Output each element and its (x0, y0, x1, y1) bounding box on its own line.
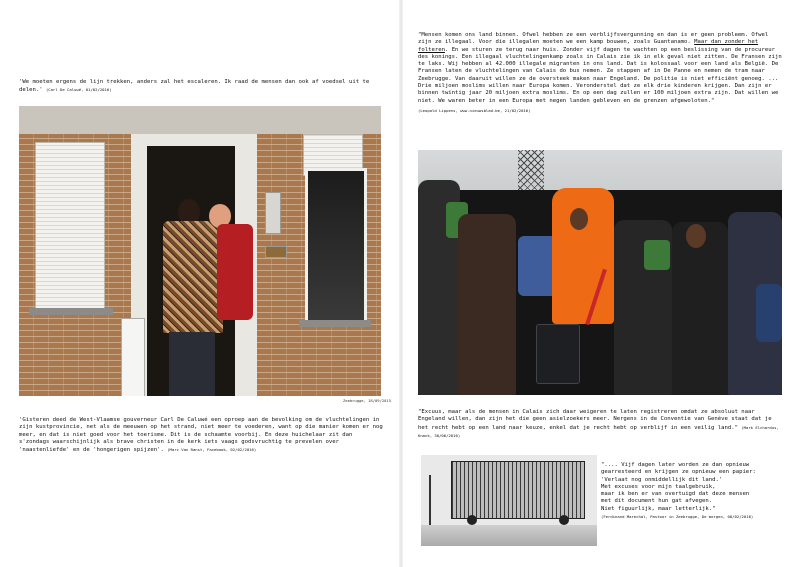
trailer-cargo (451, 461, 585, 519)
green-face-scarf (644, 240, 670, 270)
left-top-quote-source: (Carl De Caluwé, 01/02/2016) (45, 87, 112, 93)
ground (421, 525, 597, 546)
man-plaid-shirt (163, 221, 223, 333)
blue-jacket (756, 284, 782, 342)
doorway-embrace-photo (19, 106, 381, 396)
letterbox-plate (265, 246, 287, 258)
left-top-quote (19, 79, 383, 95)
roller-shutter (35, 142, 105, 310)
window-sill-left (29, 308, 113, 315)
utility-meter-box (121, 318, 145, 396)
window-sill-right (299, 320, 371, 327)
left-bottom-quote-source: (Marc Van Ranst, Facebook, 02/02/2016) (167, 447, 257, 453)
right-top-quote-rest: . En we sturen ze terug naar huis. Zonder vijf dagen te wachten op een beslissing van de procureur des konings. Een illegaal vluchtelingenkamp zoals in Calais zie ik in elk geval niet zitten. De Fransen zijn te laks. Wij hebben al 42.000 illegale migranten in ons land. Dat is kolossaal voor een land als België. De Fransen laten de vluchtelingen van Calais do bus nemen. Ze stappen af in De Panne en nemen de tram naar Zeebrugge. Van daaruit willen ze de oversteek maken naar Engeland. De politie is niet efficiënt genoeg. ... Drie miljoen moslims willen naar Europa komen. Veronderstel dat ze elk drie kinderen krijgen. Dan zijn er binnen twintig jaar 20 miljoen extra moslims. En op een dag zullen er 100 miljoen extra zijn. Dat willen we niet. We waren beter in een Europa met negen landen gebleven en de grenzen afgewoloten." (418, 46, 782, 104)
left-photo-caption: Zeebrugge, 18/09/2015 (343, 398, 392, 403)
trailer-wheel (467, 515, 477, 525)
man-jeans (169, 332, 215, 396)
right-top-quote-lead: "Mensen komen ons land binnen. Ofwel hebben ze een verblijfsvergunning en dan is er geen probleem. Ofwel zijn ze illegaal. Voor die illegalen moeten we een kamp bouwen, zoals Guantanamo. (418, 32, 769, 46)
right-small-quote (601, 462, 791, 520)
window-right (305, 168, 367, 326)
small-quote-line: 'Verlaat nog onmiddellijk dit land.' (601, 476, 723, 483)
small-quote-line: met dit document hun gat afvegen. (601, 498, 713, 505)
calais-crowd-photo (418, 150, 782, 395)
small-quote-line: Met excuses voor mijn taalgebruik, (601, 483, 716, 490)
roof-overhang (19, 106, 381, 134)
person-right (672, 222, 728, 395)
orange-hoodie-face (570, 208, 588, 230)
right-middle-quote-source: (Mark Elchardus, Knack, 30/06/2016) (418, 424, 779, 438)
right-middle-quote (418, 409, 784, 440)
page-gutter (399, 0, 403, 567)
small-quote-source: (Ferdinand Marechal, Pastoor in Zeebrugge, De morgen, 08/02/2016) (601, 514, 754, 520)
rolling-suitcase (536, 324, 580, 384)
left-bottom-quote (19, 417, 383, 454)
woman-red-top (217, 224, 253, 320)
left-top-quote-text: 'We moeten ergens de lijn trekken, anders zal het escaleren. Ik raad de mensen dan ook af voedsel uit te delen.' (19, 79, 370, 94)
intercom-panel (265, 192, 281, 234)
right-top-quote-underlined: Maar dan zonder het folteren (418, 39, 759, 53)
left-bottom-quote-text: 'Gisteren deed de West-Vlaamse gouverneur Carl De Caluwé een oproep aan de bevolking om de vluchtelingen in zijn kustprovincie, net als de meeuwen op het strand, niet meer te voederen, want op die manier komen er nog meer, en dat is niet goed voor het toerisme. Dit is de schaamte voorbij. En deze huichelaar zit dan s'zondags waarschijnlijk als brave christen in de kerk iets vaags godsvruchtig te prevelen over 'naastenliefde' en de 'hongerigen spijzen'. (19, 417, 383, 454)
small-quote-line: ".... Vijf dagen later worden ze dan opnieuw (601, 462, 750, 468)
street-lamp (429, 475, 431, 530)
small-quote-line: maar ik ben er van overtuigd dat deze mensen (601, 491, 750, 498)
right-top-quote-source: (Leopold Lippens, www.nieuwsblad.be, 21/02/2016) (418, 107, 531, 113)
small-quote-line: Niet figuurlijk, maar letterlijk." (601, 505, 716, 512)
truck-trailer-image (421, 455, 597, 546)
person-right-face (686, 224, 706, 248)
trailer-wheel (559, 515, 569, 525)
person-red-jacket (458, 214, 516, 395)
right-middle-quote-text: "Excuus, maar als de mensen in Calais zich daar weigeren te laten registreren omdat ze absoluut naar Engeland willen, dan zijn het die geen asielzoekers meer. Nergens in de Conventie van Genève staat dat je het recht hebt op een land naar keuze, enkel dat je recht hebt op verblijf in een veilig land." (418, 409, 772, 431)
small-quote-line: gearresteerd en krijgen ze opnieuw een papier: (601, 469, 756, 476)
right-top-quote (418, 32, 784, 114)
